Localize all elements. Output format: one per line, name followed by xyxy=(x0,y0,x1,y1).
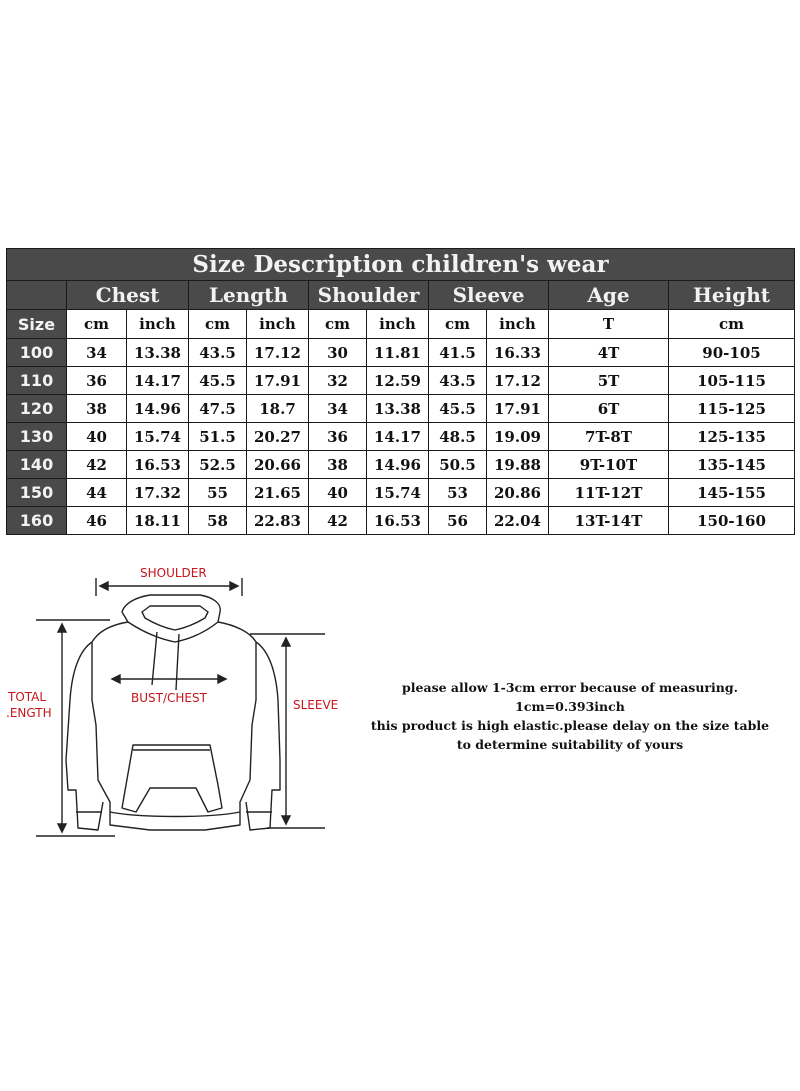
table-cell: 13.38 xyxy=(127,339,189,367)
table-cell: 90-105 xyxy=(669,339,795,367)
size-value: 120 xyxy=(7,395,67,423)
table-cell: 18.11 xyxy=(127,507,189,535)
table-cell: 45.5 xyxy=(429,395,487,423)
table-row xyxy=(7,451,795,479)
table-row xyxy=(7,339,795,367)
table-cell: 4T xyxy=(549,339,669,367)
size-value: 160 xyxy=(7,507,67,535)
table-cell: 32 xyxy=(309,367,367,395)
group-age: Age xyxy=(549,281,669,310)
table-cell: 30 xyxy=(309,339,367,367)
table-cell: 145-155 xyxy=(669,479,795,507)
table-cell: 22.04 xyxy=(487,507,549,535)
table-cell: 52.5 xyxy=(189,451,247,479)
table-cell: 6T xyxy=(549,395,669,423)
table-cell: 36 xyxy=(309,423,367,451)
unit-header: cm xyxy=(309,310,367,339)
table-cell: 16.53 xyxy=(367,507,429,535)
table-cell: 21.65 xyxy=(247,479,309,507)
sleeve-label: SLEEVE xyxy=(293,698,339,712)
note-line: to determine suitability of yours xyxy=(456,737,684,752)
size-value: 140 xyxy=(7,451,67,479)
group-length: Length xyxy=(189,281,309,310)
table-cell: 15.74 xyxy=(367,479,429,507)
group-sleeve: Sleeve xyxy=(429,281,549,310)
table-cell: 53 xyxy=(429,479,487,507)
title-row xyxy=(7,249,795,281)
table-cell: 38 xyxy=(67,395,127,423)
table-cell: 18.7 xyxy=(247,395,309,423)
table-cell: 20.66 xyxy=(247,451,309,479)
table-cell: 13T-14T xyxy=(549,507,669,535)
hoodie-measurement-diagram xyxy=(0,550,360,850)
table-row xyxy=(7,367,795,395)
table-cell: 36 xyxy=(67,367,127,395)
table-cell: 45.5 xyxy=(189,367,247,395)
table-title: Size Description children's wear xyxy=(7,249,795,281)
shoulder-label: SHOULDER xyxy=(140,566,207,580)
note-line: please allow 1-3cm error because of measuring. xyxy=(402,680,738,695)
table-cell: 48.5 xyxy=(429,423,487,451)
table-cell: 16.53 xyxy=(127,451,189,479)
table-cell: 15.74 xyxy=(127,423,189,451)
table-cell: 17.12 xyxy=(247,339,309,367)
table-row xyxy=(7,395,795,423)
table-cell: 56 xyxy=(429,507,487,535)
table-cell: 125-135 xyxy=(669,423,795,451)
table-cell: 105-115 xyxy=(669,367,795,395)
table-cell: 17.91 xyxy=(247,367,309,395)
table-cell: 40 xyxy=(67,423,127,451)
table-cell: 20.86 xyxy=(487,479,549,507)
unit-header-row xyxy=(7,310,795,339)
table-cell: 20.27 xyxy=(247,423,309,451)
table-cell: 58 xyxy=(189,507,247,535)
total-length-label-line2: .ENGTH xyxy=(6,706,52,720)
table-cell: 13.38 xyxy=(367,395,429,423)
table-cell: 9T-10T xyxy=(549,451,669,479)
table-row xyxy=(7,479,795,507)
unit-header: T xyxy=(549,310,669,339)
table-cell: 11.81 xyxy=(367,339,429,367)
table-cell: 22.83 xyxy=(247,507,309,535)
table-cell: 14.17 xyxy=(367,423,429,451)
size-value: 100 xyxy=(7,339,67,367)
group-shoulder: Shoulder xyxy=(309,281,429,310)
table-cell: 42 xyxy=(309,507,367,535)
table-cell: 50.5 xyxy=(429,451,487,479)
table-cell: 14.96 xyxy=(367,451,429,479)
table-cell: 40 xyxy=(309,479,367,507)
unit-header: cm xyxy=(429,310,487,339)
total-length-label-line1: TOTAL xyxy=(8,690,47,704)
unit-header: inch xyxy=(487,310,549,339)
table-cell: 135-145 xyxy=(669,451,795,479)
table-cell: 43.5 xyxy=(429,367,487,395)
bust-chest-label: BUST/CHEST xyxy=(131,691,207,705)
table-cell: 17.91 xyxy=(487,395,549,423)
table-cell: 41.5 xyxy=(429,339,487,367)
size-header: Size xyxy=(7,310,67,339)
size-table xyxy=(6,248,795,535)
table-cell: 44 xyxy=(67,479,127,507)
table-row xyxy=(7,423,795,451)
measurement-notes xyxy=(370,678,770,754)
table-row xyxy=(7,507,795,535)
table-cell: 46 xyxy=(67,507,127,535)
size-value: 150 xyxy=(7,479,67,507)
unit-header: cm xyxy=(669,310,795,339)
group-header-row xyxy=(7,281,795,310)
table-cell: 14.96 xyxy=(127,395,189,423)
unit-header: inch xyxy=(247,310,309,339)
table-cell: 47.5 xyxy=(189,395,247,423)
table-cell: 43.5 xyxy=(189,339,247,367)
group-height: Height xyxy=(669,281,795,310)
group-chest: Chest xyxy=(67,281,189,310)
table-cell: 150-160 xyxy=(669,507,795,535)
unit-header: cm xyxy=(189,310,247,339)
size-value: 110 xyxy=(7,367,67,395)
table-cell: 17.32 xyxy=(127,479,189,507)
table-cell: 12.59 xyxy=(367,367,429,395)
table-cell: 14.17 xyxy=(127,367,189,395)
table-cell: 19.09 xyxy=(487,423,549,451)
unit-header: inch xyxy=(127,310,189,339)
table-cell: 115-125 xyxy=(669,395,795,423)
table-cell: 51.5 xyxy=(189,423,247,451)
table-cell: 5T xyxy=(549,367,669,395)
size-value: 130 xyxy=(7,423,67,451)
table-cell: 38 xyxy=(309,451,367,479)
table-cell: 7T-8T xyxy=(549,423,669,451)
empty-corner xyxy=(7,281,67,310)
note-line: 1cm=0.393inch xyxy=(515,699,625,714)
table-cell: 34 xyxy=(309,395,367,423)
table-cell: 55 xyxy=(189,479,247,507)
table-cell: 11T-12T xyxy=(549,479,669,507)
table-cell: 34 xyxy=(67,339,127,367)
table-cell: 42 xyxy=(67,451,127,479)
unit-header: cm xyxy=(67,310,127,339)
note-line: this product is high elastic.please delay on the size table xyxy=(370,718,770,733)
table-cell: 16.33 xyxy=(487,339,549,367)
table-cell: 19.88 xyxy=(487,451,549,479)
table-cell: 17.12 xyxy=(487,367,549,395)
unit-header: inch xyxy=(367,310,429,339)
